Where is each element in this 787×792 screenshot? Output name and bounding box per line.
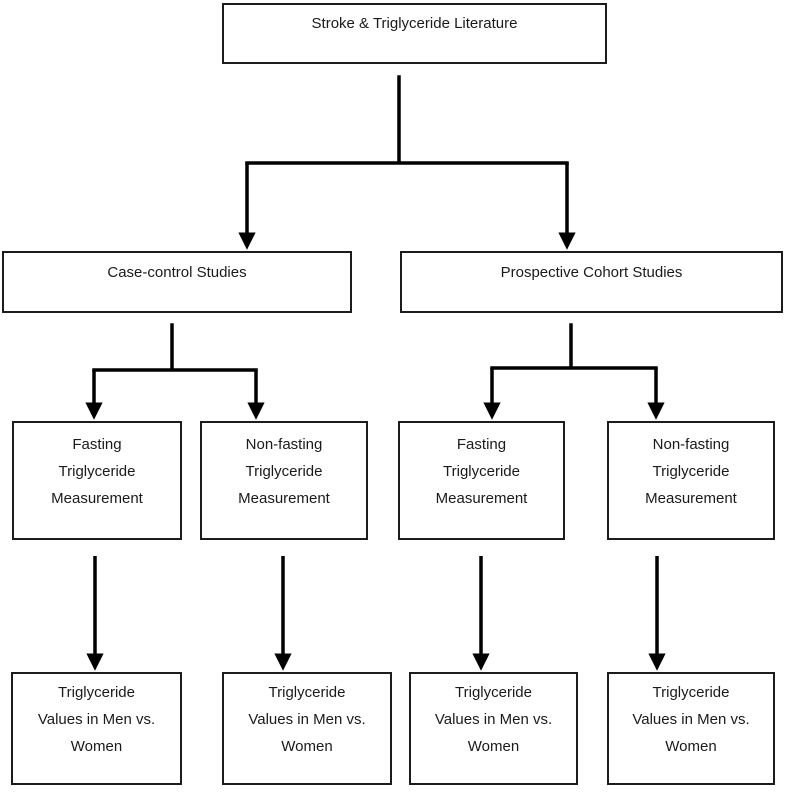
node-values-men-vs-women-pc-fasting <box>409 672 578 785</box>
node-label: Case-control Studies <box>107 264 247 281</box>
node-label-line: Women <box>281 738 333 755</box>
node-nonfasting-measurement-prospective <box>607 421 775 540</box>
node-fasting-measurement-case-control <box>12 421 182 540</box>
node-label-line: Triglyceride <box>443 463 520 480</box>
node-label-line: Fasting <box>456 436 507 453</box>
node-label-line: Fasting <box>72 436 122 453</box>
node-root-label: Stroke & Triglyceride Literature <box>311 15 518 32</box>
node-values-men-vs-women-cc-nonfasting <box>222 672 392 785</box>
node-nonfasting-measurement-case-control <box>200 421 368 540</box>
node-label-line: Values in Men vs. <box>632 711 750 728</box>
node-label-line: Values in Men vs. <box>434 711 553 728</box>
node-label-line: Triglyceride <box>268 684 346 701</box>
node-label: Prospective Cohort Studies <box>500 264 683 281</box>
node-label-line: Values in Men vs. <box>248 711 366 728</box>
node-label-line: Values in Men vs. <box>37 711 156 728</box>
node-label-line: Triglyceride <box>58 684 135 701</box>
node-label-line: Triglyceride <box>652 463 730 480</box>
node-values-men-vs-women-pc-nonfasting <box>607 672 775 785</box>
node-label-line: Triglyceride <box>455 684 532 701</box>
node-label-line: Women <box>665 738 717 755</box>
node-label-line: Measurement <box>51 490 143 507</box>
node-case-control-studies <box>2 251 352 313</box>
node-label-line: Triglyceride <box>58 463 136 480</box>
connector-prospective-split <box>492 325 656 368</box>
node-label-line: Triglyceride <box>652 684 730 701</box>
node-label-line: Triglyceride <box>245 463 323 480</box>
node-prospective-cohort-studies <box>400 251 783 313</box>
node-label-line: Non-fasting <box>652 436 730 453</box>
node-label-line: Women <box>70 738 123 755</box>
node-label-line: Measurement <box>645 490 737 507</box>
node-root <box>222 3 607 64</box>
node-label-line: Measurement <box>238 490 330 507</box>
node-values-men-vs-women-cc-fasting <box>11 672 182 785</box>
node-label-line: Non-fasting <box>245 436 323 453</box>
node-label-line: Measurement <box>435 490 528 507</box>
connector-root-split <box>247 77 567 163</box>
node-fasting-measurement-prospective <box>398 421 565 540</box>
connector-case-control-split <box>94 325 256 370</box>
node-label-line: Women <box>467 738 520 755</box>
